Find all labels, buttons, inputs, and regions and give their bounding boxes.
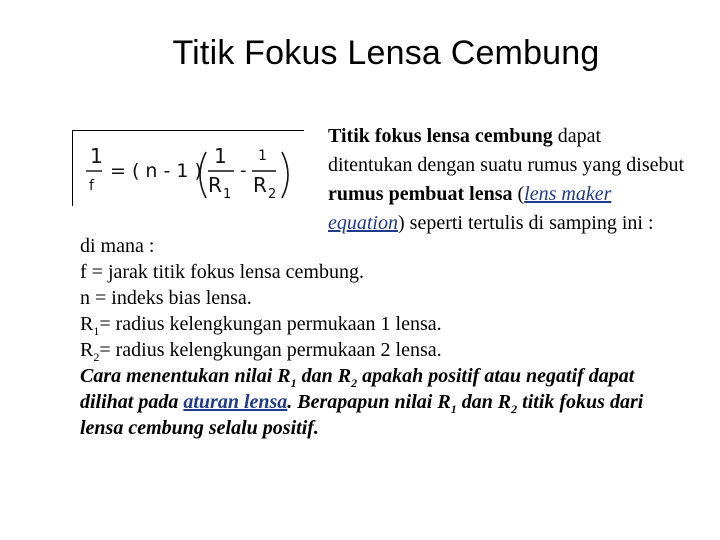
r1-subscript: 1	[93, 324, 100, 338]
note-part-4: . Berapapun nilai R	[287, 391, 451, 413]
note-sub-4: 2	[511, 402, 518, 416]
aturan-lensa-link[interactable]: aturan lensa	[183, 391, 288, 413]
r1-text: = radius kelengkungan permukaan 1 lensa.	[99, 313, 442, 335]
lens-maker-equation-link[interactable]: lens maker equation	[328, 183, 612, 234]
formula-frac2-subscript: 2	[268, 187, 277, 202]
note-part-6: titik fokus dari lensa cembung selalu positif.	[80, 391, 644, 439]
lens-maker-formula-image	[72, 130, 312, 206]
definitions-intro: di mana :	[80, 235, 155, 257]
intro-rumus-bold: rumus pembuat lensa	[328, 183, 513, 205]
note-part-2: dan R	[296, 365, 352, 387]
note-sub-3: 1	[450, 402, 457, 416]
intro-term-bold: Titik fokus lensa cembung	[328, 125, 553, 147]
definition-f: f = jarak titik fokus lensa cembung.	[80, 261, 364, 283]
intro-text-3: ) seperti tertulis di samping ini :	[398, 212, 654, 234]
intro-text-2: (	[512, 183, 525, 205]
note-part-3: apakah positif atau negatif dapat dilihat pada	[80, 365, 635, 413]
note-sub-2: 2	[351, 376, 358, 390]
sign-convention-note	[80, 363, 680, 441]
page-title: Titik Fokus Lensa Cembung	[172, 34, 600, 72]
formula-equals-term: = ( n - 1 )	[110, 160, 202, 182]
formula-frac1-denominator: R	[208, 173, 222, 197]
formula-graphic	[72, 130, 312, 206]
note-part-1: Cara menentukan nilai R	[80, 365, 291, 387]
r2-subscript: 2	[93, 350, 100, 364]
formula-frac1-numerator: 1	[214, 144, 227, 168]
formula-minus: -	[240, 160, 247, 181]
definition-r2	[80, 337, 680, 363]
r2-symbol: R	[80, 339, 94, 361]
definition-r1	[80, 311, 680, 337]
formula-frac2-numerator: 1	[258, 148, 267, 164]
formula-lhs-denominator: f	[89, 178, 94, 194]
note-sub-1: 1	[290, 376, 297, 390]
r2-text: = radius kelengkungan permukaan 2 lensa.	[99, 339, 442, 361]
formula-right-paren	[282, 152, 288, 198]
intro-paragraph	[328, 122, 688, 238]
formula-frac1-subscript: 1	[223, 187, 232, 202]
formula-lhs-numerator: 1	[90, 144, 103, 168]
definitions-section	[80, 233, 680, 441]
r1-symbol: R	[80, 313, 94, 335]
intro-text-1: dapat ditentukan dengan suatu rumus yang disebut	[328, 125, 685, 176]
note-part-5: dan R	[456, 391, 512, 413]
definition-n: n = indeks bias lensa.	[80, 287, 252, 309]
formula-frac2-denominator: R	[253, 173, 267, 197]
